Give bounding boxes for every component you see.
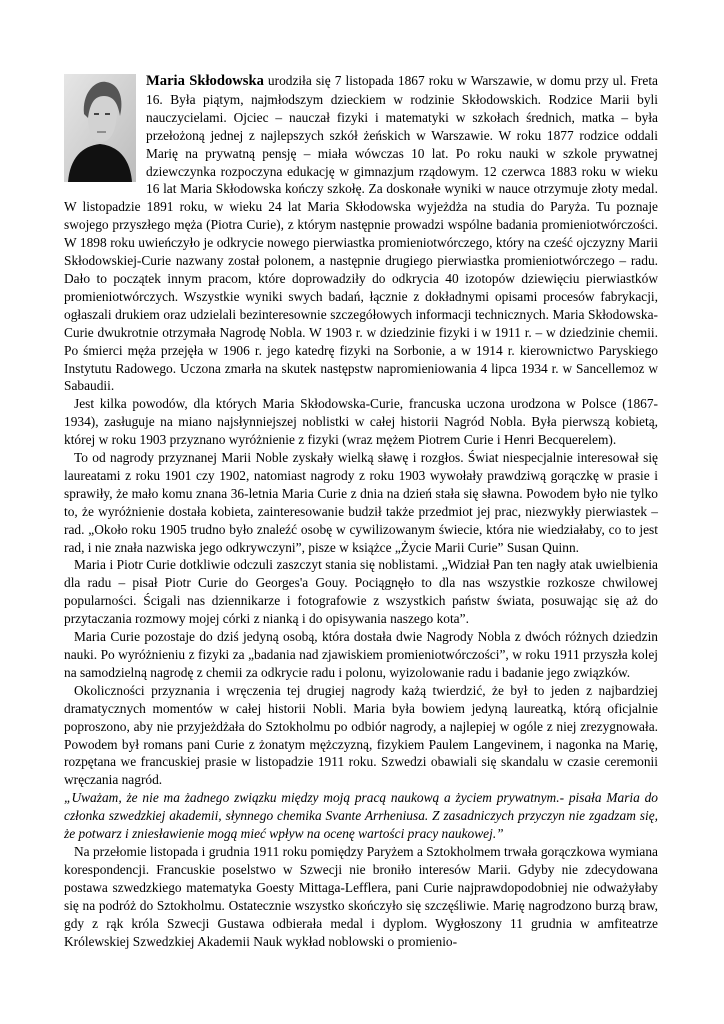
- paragraph-2: Jest kilka powodów, dla których Maria Skłodowska-Curie, francuska uczona urodzona w Polsce (1867-1934), zasługuje na miano najsłynniejszej noblistki w całej historii Nagród Nobla. Była pierwszą kobietą, której w roku 1903 przyznano wyróżnienie z fizyki (wraz mężem Piotrem Curie i Henri Becquerelem).: [64, 396, 658, 448]
- paragraph-biography: [64, 72, 658, 395]
- person-name: Maria Skłodowska: [146, 73, 264, 89]
- paragraph-6: Okoliczności przyznania i wręczenia tej drugiej nagrody każą twierdzić, że był to jeden z najbardziej dramatycznych momentów w całej historii Nobli. Maria była bowiem jedyną laureatką, którą oficjalnie poproszono, aby nie przyjeżdżała do Sztokholmu po odbiór nagrody, a najlepiej w ogóle z niej zrezygnowała. Powodem był romans pani Curie z żonatym mężczyzną, fizykiem Paulem Langevinem, i nagonka na Marię, rozpętana we francuskiej prasie w listopadzie 1911 roku. Szwedzi obawiali się skandalu w czasie ceremonii wręczania nagród.: [64, 682, 658, 788]
- paragraph-3: To od nagrody przyznanej Marii Noble zyskały wielką sławę i rozgłos. Świat niespecjalnie interesował się laureatami z roku 1901 czy 1902, natomiast nagrody z roku 1903 wywołały prawdziwą gorączkę w prasie i sprawiły, że mało komu znana 36-letnia Maria Curie z dnia na dzień stała się sławna. Powodem było nie tylko to, że wyróżnienie dostała kobieta, zainteresowanie budził także przedmiot jej prac, niezwykły pierwiastek – rad. „Około roku 1905 trudno było znaleźć osobę w cywilizowanym świecie, która nie wiedziałaby, co to jest rad, i nie znała nazwiska jego odkrywczyni”, pisze w książce „Życie Marii Curie” Susan Quinn.: [64, 450, 658, 555]
- paragraph-1-text: urodziła się 7 listopada 1867 roku w Warszawie, w domu przy ul. Freta 16. Była piątym, najmłodszym dzieckiem w rodzinie Skłodowskich. Rodzice Marii byli nauczycielami. Ojciec – nauczał fizyki i matematyki w szkołach średnich, matka – była przełożoną jednej z najlepszych szkół żeńskich w Warszawie. W roku 1877 rodzice oddali Marię na prywatną pensję – miała wówczas 10 lat. Po roku nauki w szkole prywatnej dziewczynka rozpoczyna edukację w gimnazjum rządowym. 12 czerwca 1883 roku w wieku 16 lat Maria Skłodowska kończy szkołę. Za doskonałe wyniki w nauce otrzymuje złoty medal. W listopadzie 1891 roku, w wieku 24 lat Maria Skłodowska wyjeżdża na studia do Paryża. Tu poznaje swojego przyszłego męża (Piotra Curie), z którym następnie prowadzi wspólne badania promieniotwórczości. W 1898 roku uwieńczyło je odkrycie nowego pierwiastka promieniotwórczego, który na cześć ojczyzny Marii Skłodowskiej-Curie nazwany został polonem, a następnie drugiego pierwiastka promieniotwórczego – radu. Dało to początek innym pracom, które doprowadziły do odkrycia 40 izotopów dziewięciu pierwiastków promieniotwórczych. Wszystkie wyniki swych badań, łącznie z dokładnymi opisami procesów fabrykacji, ogłaszali drukiem oraz udzielali bezinteresownie szczegółowych informacji technicznych. Maria Skłodowska-Curie dwukrotnie otrzymała Nagrodę Nobla. W 1903 r. w dziedzinie fizyki i w 1911 r. – w dziedzinie chemii. Po śmierci męża przejęła w 1906 r. jego katedrę fizyki na Sorbonie, a w 1914 r. kierownictwo Paryskiego Instytutu Radowego. Uczona zmarła na skutek następstw napromieniowania 4 lipca 1934 r. w Sancellemoz w Sabaudii.: [64, 73, 658, 394]
- quote-paragraph: „Uważam, że nie ma żadnego związku między moją pracą naukową a życiem prywatnym.- pisała Maria do członka szwedzkiej akademii, słynnego chemika Svante Arrheniusa. Z zasadniczych przyczyn nie zgadzam się, że potwarz i zniesławienie mogą mieć wpływ na ocenę wartości pracy naukowej.”: [64, 790, 658, 842]
- paragraph-4: Maria i Piotr Curie dotkliwie odczuli zaszczyt stania się noblistami. „Widział Pan ten nagły atak uwielbienia dla radu – pisał Piotr Curie do Georges'a Gouy. Pociągnęło to dla nas wszystkie rozkosze chwilowej popularności. Ścigali nas dziennikarze i fotografowie z wszystkich państw świata, posuwając się aż do przytaczania rozmowy mojej córki z nianką i do opisywania naszego kota”.: [64, 557, 658, 627]
- paragraph-5: Maria Curie pozostaje do dziś jedyną osobą, która dostała dwie Nagrody Nobla z dwóch różnych dziedzin nauki. Po wyróżnieniu z fizyki za „badania nad zjawiskiem promieniotwórczości”, w roku 1911 przyszła kolej na samodzielną nagrodę z chemii za odkrycie radu i polonu, wyizolowanie radu i badanie jego związków.: [64, 629, 658, 680]
- paragraph-7: Na przełomie listopada i grudnia 1911 roku pomiędzy Paryżem a Sztokholmem trwała gorączkowa wymiana korespondencji. Francuskie poselstwo w Szwecji nie broniło interesów Marii. Gdyby nie zdecydowana postawa szwedzkiego matematyka Goesty Mittaga-Lefflera, pani Curie najprawdopodobniej nie odważyłaby się na podróż do Sztokholmu. Ostatecznie wszystko skończyło się szczęśliwie. Marię nagrodzono burzą braw, gdy z rąk króla Szwecji Gustawa odbierała medal i dyplom. Wygłoszony 11 grudnia w amfiteatrze Królewskiej Szwedzkiej Akademii Nauk wykład noblowski o promienio-: [64, 843, 658, 949]
- document-page: [64, 72, 658, 950]
- portrait-photo: [64, 74, 136, 182]
